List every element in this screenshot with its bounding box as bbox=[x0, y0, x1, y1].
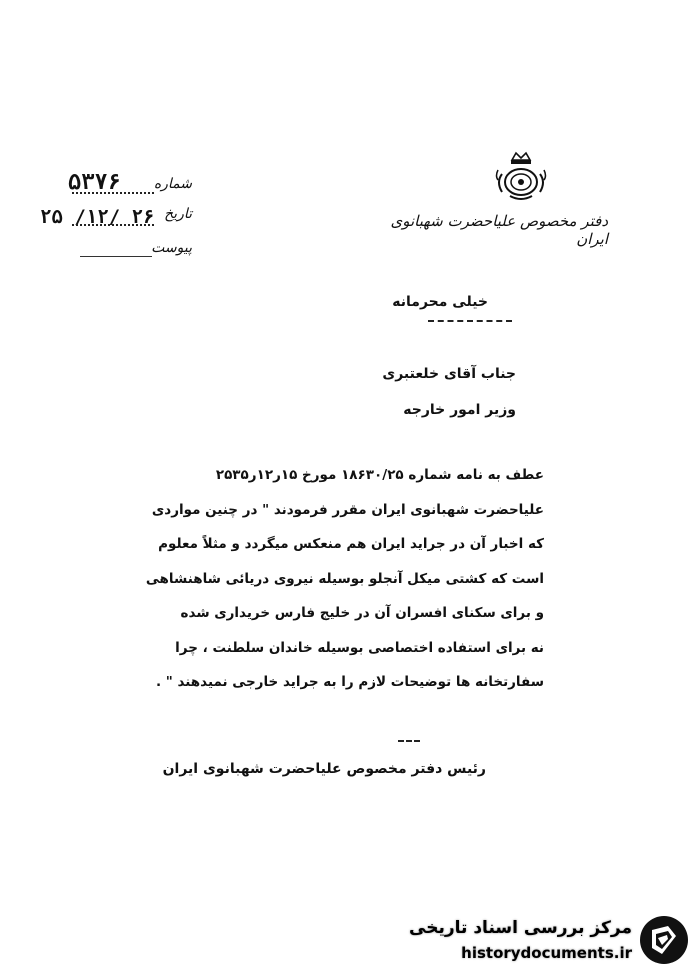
number-dotted-line bbox=[72, 192, 154, 194]
archive-watermark bbox=[409, 912, 694, 970]
addressee-name: جناب آقای خلعتبری bbox=[382, 366, 516, 382]
watermark-title: مرکز بررسی اسناد تاریخی bbox=[409, 918, 632, 938]
watermark-url: historydocuments.ir bbox=[461, 944, 632, 962]
letter-body bbox=[130, 458, 544, 700]
classification-underline bbox=[428, 320, 512, 322]
number-label: شماره bbox=[153, 176, 192, 192]
signature-line: رئیس دفتر مخصوص علیاحضرت شهبانوی ایران bbox=[162, 761, 486, 777]
body-line: است که کشتی میکل آنجلو بوسیله نیروی دریائی شاهنشاهی bbox=[145, 570, 544, 587]
office-name: دفتر مخصوص علیاحضرت شهبانوی ایران bbox=[390, 212, 608, 248]
body-line: علیاحضرت شهبانوی ایران مقرر فرمودند " در چنین مواردی bbox=[151, 501, 544, 518]
body-line: عطف به نامه شماره ۱۸۶۳۰/۲۵ مورخ ۱۵ر۱۲ر۲۵۳۵ bbox=[215, 467, 544, 483]
attachment-label: پیوست bbox=[151, 240, 192, 256]
date-label: تاریخ bbox=[164, 206, 192, 222]
crown-lion-emblem-icon bbox=[492, 150, 550, 204]
body-line: که اخبار آن در جراید ایران هم منعکس میگردد و مثلاً معلوم bbox=[158, 536, 544, 552]
addressee-title: وزیر امور خارجه bbox=[403, 402, 516, 418]
attachment-line bbox=[80, 256, 152, 257]
body-line: نه برای استفاده اختصاصی بوسیله خاندان سلطنت ، چرا bbox=[175, 639, 544, 656]
date-dotted-line bbox=[72, 224, 154, 226]
archive-logo-icon bbox=[638, 914, 690, 966]
body-line: سفارتخانه ها توضیحات لازم را به جراید خارجی نمیدهند " . bbox=[155, 674, 544, 690]
body-line: و برای سکنای افسران آن در خلیج فارس خریداری شده bbox=[180, 605, 544, 621]
date-value: ۲۵ /۱۲/ ۲۶ bbox=[40, 206, 155, 228]
separator-mark bbox=[398, 740, 420, 742]
number-value: ۵۳۷۶ bbox=[68, 170, 121, 195]
classification-heading: خیلی محرمانه bbox=[392, 294, 488, 310]
